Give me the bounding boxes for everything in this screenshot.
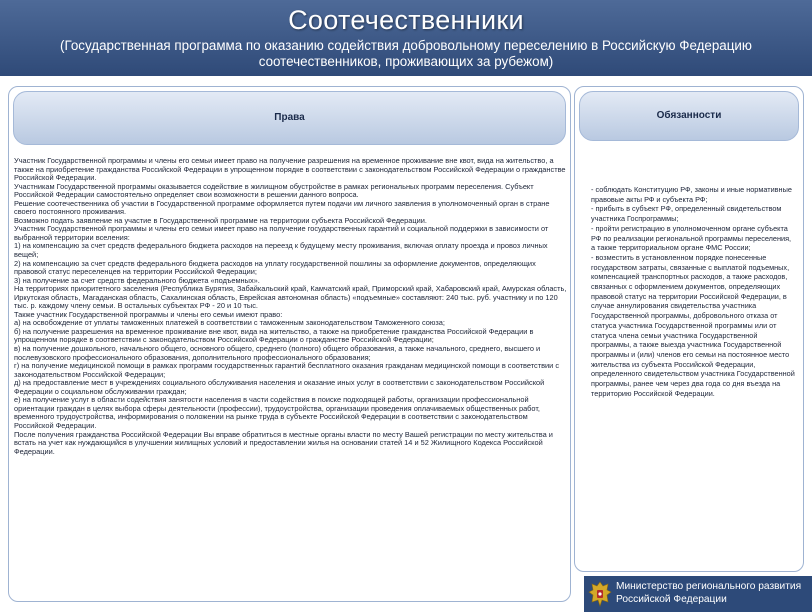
rights-paragraph: г) на получение медицинской помощи в рамках программ государственных гарантий бесплатного оказания гражданам медицинской помощи в соответствии с законодательством Российской Федерации; (14, 361, 560, 379)
ministry-name (616, 580, 810, 606)
page-title: Соотечественники (288, 5, 524, 35)
rights-paragraph: 3) на получение за счет средств федерального бюджета «подъемных». (14, 275, 260, 285)
rights-paragraph: е) на получение услуг в области содействия занятости населения в части содействия в поиске подходящей работы, организации профессиональной ориентации граждан в целях выбора сферы деятельности (профессии), трудоустройства, организации проведения оплачиваемых общественных работ, временного трудоустройства, информирования о положении на рынке труда в субъекте Российской Федерации в соответствии с законодательством Российской Федерации. (14, 395, 540, 430)
rights-paragraph: Возможно подать заявление на участие в Государственной программе на территории субъекта Российской Федерации. (14, 215, 427, 225)
rights-paragraph: в) на получение дошкольного, начального общего, основного общего, среднего (полного) общего образования, а также начального, среднего, высшего и послевузовского профессионального образования, дополнительного профессионального образования; (14, 344, 541, 362)
duty-item: - возместить в установленном порядке понесенные государством затраты, связанные с выплатой подъемных, компенсацией транспортных расходов, а также расходов, связанных с оформлением документов, определяющих правовой статус на территории Российской Федерации, в случае аннулирования свидетельства участника Государственной программы, добровольного отказа от статуса участника Государственной программы или от статуса члена семьи участника Государственной программы, а также выезда участника Государственной программы и (или) членов его семьи на постоянное место жительства из субъекта Российской Федерации, определенного свидетельством участника Государственной программы, ранее чем через два года со дня въезда на территорию Российской Федерации. (591, 252, 795, 398)
rights-panel (8, 86, 571, 602)
duties-panel (574, 86, 804, 572)
page-subtitle: (Государственная программа по оказанию содействия добровольному переселению в Российскую Федерацию соотечественников, проживающих за рубежом) (60, 38, 752, 69)
rights-paragraph: На территориях приоритетного заселения (Республика Бурятия, Забайкальский край, Камчатский край, Приморский край, Хабаровский край, Амурская область, Иркутская область, Магаданская область, Сахалинская область, Еврейская автономная область) «подъемные» составляют: 240 тыс. руб. участнику и по 120 тыс. р. каждому члену семьи. В остальных субъектах РФ - 20 и 10 тыс. (14, 284, 567, 311)
rights-paragraph: После получения гражданства Российской Федерации Вы вправе обратиться в местные органы власти по месту Вашей регистрации по месту жительства и встать на учет как нуждающийся в улучшении жилищных условий и предоставлении жилья на основании статей 14 и 52 Жилищного Кодекса Российской Федерации. (14, 429, 553, 456)
title-banner (0, 0, 812, 76)
rights-text (14, 157, 567, 456)
duties-heading: Обязанности (579, 91, 799, 141)
rights-paragraph: 1) на компенсацию за счет средств федерального бюджета расходов на переезд к будущему месту проживания, включая оплату проезда и провоз личных вещей; (14, 241, 548, 260)
duty-item: - пройти регистрацию в уполномоченном органе субъекта РФ по реализации региональной программы переселения, а также территориальном органе ФМС России; (591, 223, 792, 253)
coat-of-arms-icon (588, 580, 612, 608)
rights-paragraph: б) на получение разрешения на временное проживание вне квот, вида на жительство, а также на приобретение гражданства Российской Федерации в упрощенном порядке в соответствии с законодательством Российской Федерации о гражданстве Российской Федерации; (14, 326, 534, 345)
ministry-line-1: Министерство регионального развития (616, 581, 802, 592)
duty-item: - соблюдать Конституцию РФ, законы и иные нормативные правовые акты РФ и субъекта РФ; (591, 185, 792, 204)
rights-paragraph: 2) на компенсацию за счет средств федерального бюджета расходов на уплату государственной пошлины за оформление документов, определяющих правовой статус переселенцев на территории Российской Федерации; (14, 258, 536, 277)
ministry-line-2: Российской Федерации (616, 594, 727, 605)
duty-item: - прибыть в субъект РФ, определенный свидетельством участника Госпрограммы; (591, 204, 782, 224)
rights-paragraph: а) на освобождение от уплаты таможенных платежей в соответствии с таможенным законодательством Таможенного союза; (14, 318, 445, 328)
ministry-footer (584, 576, 812, 612)
rights-paragraph: Также участник Государственной программы и члены его семьи имеют право: (14, 309, 283, 319)
rights-paragraph: Участник Государственной программы и члены его семьи имеет право на получение разрешения на временное проживание вне квот, вида на жительство, а также на приобретение гражданства Российской Федерации в упрощенном порядке в соответствии с законодательством Российской Федерации о гражданстве Российской Федерации. (14, 156, 566, 183)
rights-paragraph: Участникам Государственной программы оказывается содействие в жилищном обустройстве в рамках региональных программ переселения. Субъект Российской Федерации самостоятельно определяет свои возможности в решении данного вопроса. (14, 181, 534, 200)
rights-heading: Права (13, 91, 566, 145)
duties-text (591, 185, 797, 398)
rights-paragraph: Участник Государственной программы и члены его семьи имеет право на получение государственных гарантий и социальной поддержки в зависимости от выбранной территории вселения: (14, 224, 549, 242)
rights-paragraph: д) на предоставление мест в учреждениях социального обслуживания населения и оказание иных услуг в соответствии с законодательством Российской Федерации о социальном обслуживании граждан; (14, 378, 545, 396)
rights-paragraph: Решение соотечественника об участии в Государственной программе оформляется путем подачи им личного заявления в уполномоченный орган в стране своего постоянного проживания. (14, 198, 550, 217)
